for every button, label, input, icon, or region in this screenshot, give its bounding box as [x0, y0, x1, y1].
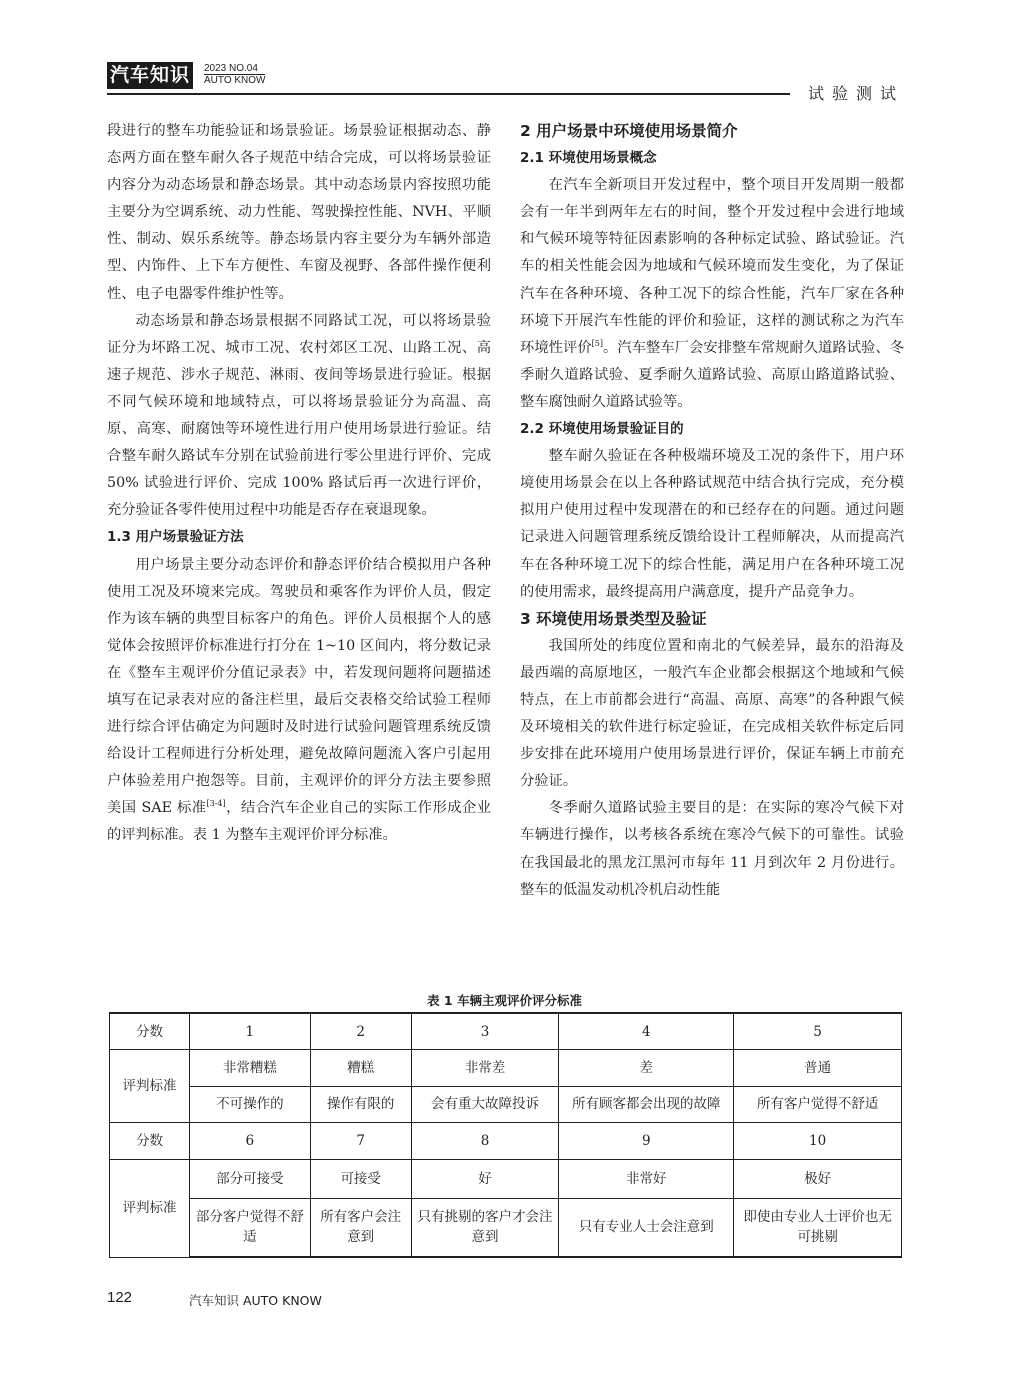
- score-cell: 6: [189, 1123, 310, 1160]
- heading-2: 2 用户场景中环境使用场景简介: [520, 122, 738, 140]
- description-cell: 即使由专业人士评价也无可挑剔: [734, 1198, 902, 1257]
- score-cell: 8: [411, 1123, 559, 1160]
- score-cell: 1: [189, 1013, 310, 1050]
- paragraph-text: 在汽车全新项目开发过程中，整个项目开发周期一般都会有一年半到两年左右的时间，整个开发过程中会进行地域和气候环境等特征因素影响的各种标定试验、路试验证。汽车的相关性能会因为地域和气候环境而发生变化，为了保证汽车在各种环境、各种工况下的综合性能，汽车厂家在各种环境下开展汽车性能的评价和验证，这样的测试称之为汽车环境性评价: [520, 177, 904, 356]
- citation-ref: [3-4]: [206, 799, 226, 809]
- description-cell: 所有顾客都会出现的故障: [559, 1086, 734, 1123]
- score-cell: 7: [310, 1123, 411, 1160]
- score-cell: 5: [734, 1013, 902, 1050]
- paragraph-text: 。汽车整车厂会安排整车常规耐久道路试验、冬季耐久道路试验、夏季耐久道路试验、高原山路道路试验、整车腐蚀耐久道路试验等。: [520, 339, 905, 410]
- score-cell: 3: [411, 1013, 559, 1050]
- table-row: [110, 1123, 902, 1160]
- score-cell: 10: [734, 1123, 902, 1160]
- left-column: [107, 118, 491, 850]
- issue-info: [204, 63, 265, 86]
- paragraph: 动态场景和静态场景根据不同路试工况，可以将场景验证分为坏路工况、城市工况、农村郊区工况、山路工况、高速子规范、涉水子规范、淋雨、夜间等场景进行验证。根据不同气候环境和地域特点，可以将场景验证分为高温、高原、高寒、耐腐蚀等环境性进行用户使用场景进行验证。结合整车耐久路试车分别在试验前进行零公里进行评价、完成 50% 试验进行评价、完成 100% 路试后再一次进行评价，充分验证各零件使用过程中功能是否存在衰退现象。: [107, 312, 491, 519]
- rating-cell: 普通: [734, 1050, 902, 1087]
- paragraph: 我国所处的纬度位置和南北的气候差异，最东的沿海及最西端的高原地区，一般汽车企业都会根据这个地域和气候特点，在上市前都会进行“高温、高原、高寒”的各种跟气候及环境相关的软件进行标定验证，在完成相关软件标定后同步安排在此环境用户使用场景进行评价，保证车辆上市前充分验证。: [520, 637, 904, 790]
- heading-1-3: 1.3 用户场景验证方法: [107, 529, 244, 546]
- score-label: 分数: [110, 1013, 190, 1050]
- heading-2-1: 2.1 环境使用场景概念: [520, 150, 657, 167]
- rating-cell: 糟糕: [310, 1050, 411, 1087]
- rating-cell: 非常差: [411, 1050, 559, 1087]
- score-cell: 2: [310, 1013, 411, 1050]
- description-cell: 会有重大故障投诉: [411, 1086, 559, 1123]
- description-cell: 所有客户觉得不舒适: [734, 1086, 902, 1123]
- page-number: 122: [107, 1289, 133, 1306]
- header-rule: [107, 93, 790, 95]
- evaluation-standard-table: [109, 1012, 902, 1258]
- issue-number: 2023 NO.04: [204, 63, 258, 74]
- paragraph-text: 用户场景主要分动态评价和静态评价结合模拟用户各种使用工况及环境来完成。驾驶员和乘客作为评价人员，假定作为该车辆的典型目标客户的角色。评价人员根据个人的感觉体会按照评价标准进行打分在 1~10 区间内，将分数记录在《整车主观评价分值记录表》中，若发现问题将问题描述填写在记录表对应的备注栏里，最后交表格交给试验工程师进行综合评估确定为问题时及时进行试验问题管理系统反馈给设计工程师进行分析处理，避免故障问题流入客户引起用户体验差用户抱怨等。目前，主观评价的评分方法主要参照美国 SAE 标准: [107, 556, 491, 817]
- rating-cell: 好: [411, 1159, 559, 1198]
- criteria-label: 评判标准: [110, 1159, 190, 1257]
- table-caption: 表 1 车辆主观评价评分标准: [427, 993, 582, 1008]
- paragraph-text: ，结合汽车企业自己的实际工作形成企业的评判标准。表 1 为整车主观评价评分标准。: [107, 800, 491, 844]
- heading-2-2: 2.2 环境使用场景验证目的: [520, 421, 684, 438]
- score-label: 分数: [110, 1123, 190, 1160]
- description-cell: 所有客户会注意到: [310, 1198, 411, 1257]
- description-cell: 不可操作的: [189, 1086, 310, 1123]
- table-row: [110, 1159, 902, 1198]
- paragraph: 冬季耐久道路试验主要目的是：在实际的寒冷气候下对车辆进行操作，以考核各系统在寒冷气候下的可靠性。试验在我国最北的黑龙江黑河市每年 11 月到次年 2 月份进行。整车的低温发动机冷机启动性能: [520, 800, 904, 898]
- paragraph: [520, 172, 904, 416]
- score-cell: 9: [559, 1123, 734, 1160]
- description-cell: 部分客户觉得不舒适: [189, 1198, 310, 1257]
- paragraph: 段进行的整车功能验证和场景验证。场景验证根据动态、静态两方面在整车耐久各子规范中结合完成，可以将场景验证内容分为动态场景和静态场景。其中动态场景内容按照功能主要分为空调系统、动力性能、驾驶操控性能、NVH、平顺性、制动、娱乐系统等。静态场景内容主要分为车辆外部造型、内饰件、上下车方便性、车窗及视野、各部件操作便利性、电子电器零件维护性等。: [107, 123, 491, 302]
- rating-cell: 可接受: [310, 1159, 411, 1198]
- issue-magazine-name: AUTO KNOW: [204, 75, 266, 86]
- rating-cell: 极好: [734, 1159, 902, 1198]
- magazine-logo: 汽车知识: [107, 62, 193, 89]
- table-row: [110, 1050, 902, 1087]
- score-cell: 4: [559, 1013, 734, 1050]
- description-cell: 操作有限的: [310, 1086, 411, 1123]
- section-title: 试验测试: [807, 84, 904, 103]
- rating-cell: 非常糟糕: [189, 1050, 310, 1087]
- description-cell: 只有挑剔的客户才会注意到: [411, 1198, 559, 1257]
- paragraph: 整车耐久验证在各种极端环境及工况的条件下，用户环境使用场景会在以上各种路试规范中结合执行完成，充分模拟用户使用过程中发现潜在的和已经存在的问题。通过问题记录进入问题管理系统反馈给设计工程师解决，从而提高汽车在各种环境工况下的综合性能，满足用户在各种环境工况的使用需求，最终提高用户满意度，提升产品竞争力。: [520, 448, 904, 600]
- paragraph: [107, 552, 491, 850]
- table-row: [110, 1086, 902, 1123]
- footer-magazine-name: 汽车知识 AUTO KNOW: [189, 1293, 322, 1308]
- right-column: [520, 118, 904, 904]
- table-row: [110, 1198, 902, 1257]
- description-cell: 只有专业人士会注意到: [559, 1198, 734, 1257]
- heading-3: 3 环境使用场景类型及验证: [520, 609, 707, 628]
- rating-cell: 部分可接受: [189, 1159, 310, 1198]
- rating-cell: 非常好: [559, 1159, 734, 1198]
- citation-ref: [5]: [591, 338, 604, 348]
- table-row: [110, 1013, 902, 1050]
- rating-cell: 差: [559, 1050, 734, 1087]
- criteria-label: 评判标准: [110, 1050, 190, 1123]
